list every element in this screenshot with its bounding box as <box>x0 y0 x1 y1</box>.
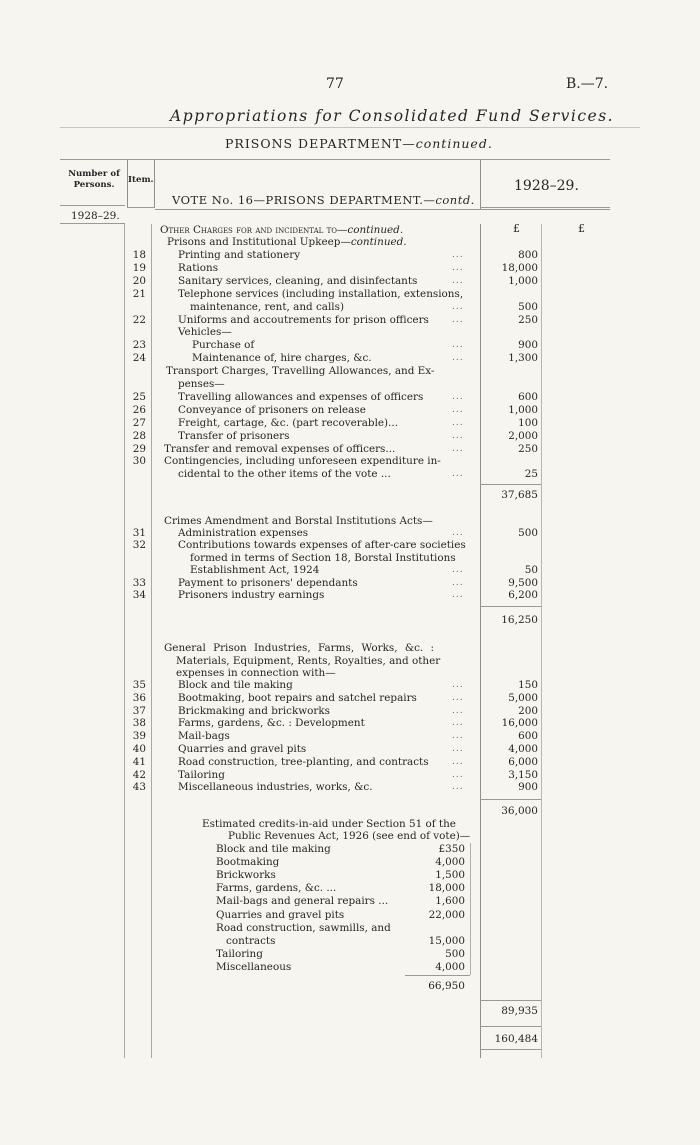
section2-heading: Crimes Amendment and Borstal Institutions Acts— <box>164 515 433 527</box>
item-number: 31 <box>132 527 146 539</box>
credit-label: contracts <box>226 934 276 947</box>
section3-heading-line: expenses in connection with— <box>176 667 336 679</box>
item-number: 23 <box>132 339 146 352</box>
leader-dots: ... <box>452 469 464 480</box>
item-amount: 3,150 <box>508 768 538 781</box>
section3-total: 36,000 <box>501 805 538 817</box>
table-row <box>0 717 700 730</box>
item-amount: 150 <box>518 679 538 691</box>
item-number: 32 <box>132 539 146 552</box>
item-number: 26 <box>132 403 146 416</box>
currency-symbol-1: £ <box>513 222 520 235</box>
item-description: Conveyance of prisoners on release <box>178 403 366 416</box>
leader-dots: ... <box>452 528 464 538</box>
item-description: Prisoners industry earnings <box>178 589 325 601</box>
item-description: Purchase of <box>192 339 255 352</box>
credit-value: 1,500 <box>435 869 465 882</box>
item-number: 41 <box>132 755 146 768</box>
item-description: Travelling allowances and expenses of officers <box>178 390 424 403</box>
department-continued: continued. <box>415 136 493 151</box>
item-amount: 50 <box>524 564 538 577</box>
item-number: 20 <box>132 274 146 287</box>
page-number: 77 <box>326 76 344 92</box>
leader-dots: ... <box>452 391 464 402</box>
item-description: Rations <box>178 261 219 274</box>
item-amount: 18,000 <box>501 261 538 274</box>
item-description: Contributions towards expenses of after-care societies <box>178 539 466 552</box>
item-number: 39 <box>132 730 146 743</box>
currency-symbol-2: £ <box>578 222 585 235</box>
table-row <box>0 552 700 565</box>
item-amount: 1,000 <box>508 274 538 287</box>
credit-value: 500 <box>445 947 465 960</box>
section1-heading-cont: continued. <box>347 224 404 236</box>
grand-total: 160,484 <box>494 1033 538 1045</box>
table-row <box>0 705 700 718</box>
item-description: Transport Charges, Travelling Allowances, and Ex- <box>166 365 435 378</box>
item-description: Tailoring <box>178 768 225 781</box>
leader-dots: ... <box>452 769 464 780</box>
table-row <box>0 730 700 743</box>
leader-dots: ... <box>452 744 464 754</box>
section1-total: 37,685 <box>501 489 538 501</box>
credit-label: Mail-bags and general repairs ... <box>216 895 389 908</box>
table-row <box>0 455 700 468</box>
item-amount: 100 <box>518 416 538 429</box>
credit-row <box>0 909 700 922</box>
section1-heading-main: Other Charges for and incidental to— <box>160 224 348 236</box>
subtotal: 89,935 <box>501 1005 538 1017</box>
credit-label: Road construction, sawmills, and <box>216 921 391 934</box>
item-description: formed in terms of Section 18, Borstal Institutions <box>190 551 456 564</box>
item-description: Brickmaking and brickworks <box>178 704 330 717</box>
table-row <box>0 756 700 769</box>
leader-dots: ... <box>452 275 464 286</box>
table-row <box>0 743 700 756</box>
item-description: Uniforms and accoutrements for prison officers <box>178 313 429 326</box>
credit-row <box>0 856 700 869</box>
leader-dots: ... <box>452 680 464 690</box>
item-amount: 5,000 <box>508 691 538 704</box>
item-number: 35 <box>132 679 146 691</box>
item-amount: 800 <box>518 249 538 261</box>
credit-row <box>0 882 700 895</box>
leader-dots: ... <box>452 565 464 576</box>
table-row <box>0 527 700 540</box>
item-amount: 6,000 <box>508 755 538 768</box>
item-number: 37 <box>132 704 146 717</box>
table-row <box>0 564 700 577</box>
leader-dots: ... <box>452 731 464 742</box>
item-number: 25 <box>132 390 146 403</box>
table-row <box>0 288 700 301</box>
table-row <box>0 352 700 365</box>
leader-dots: ... <box>452 430 464 441</box>
credit-label: Quarries and gravel pits <box>216 908 345 921</box>
credit-label: Farms, gardens, &c. ... <box>216 882 337 895</box>
page-title: Appropriations for Consolidated Fund Services. <box>170 107 615 125</box>
page-reference: B.—7. <box>566 76 609 92</box>
department-heading <box>225 136 493 151</box>
credit-row <box>0 935 700 948</box>
table-row <box>0 769 700 782</box>
item-number: 38 <box>132 717 146 730</box>
item-number: 30 <box>132 455 146 468</box>
table-row <box>0 339 700 352</box>
item-amount: 25 <box>524 468 538 481</box>
leader-dots: ... <box>452 692 464 703</box>
section2-total: 16,250 <box>501 614 538 626</box>
leader-dots: ... <box>452 340 464 351</box>
leader-dots: ... <box>452 301 464 312</box>
leader-dots: ... <box>452 590 464 600</box>
credit-value: 15,000 <box>428 934 465 947</box>
department-name: PRISONS DEPARTMENT— <box>225 136 416 151</box>
item-description: Printing and stationery <box>178 249 301 261</box>
credit-label: Block and tile making <box>216 843 331 855</box>
item-number: 19 <box>132 261 146 274</box>
leader-dots: ... <box>452 705 464 716</box>
item-amount: 500 <box>518 300 538 313</box>
item-amount: 600 <box>518 730 538 743</box>
item-description: Payment to prisoners' dependants <box>178 576 358 589</box>
leader-dots: ... <box>452 353 464 364</box>
section1-subheading-main: Prisons and Institutional Upkeep— <box>167 236 351 248</box>
section1-subheading-cont: continued. <box>350 236 407 248</box>
table-row <box>0 378 700 391</box>
item-description: Transfer of prisoners <box>178 429 290 442</box>
leader-dots: ... <box>452 782 464 793</box>
credits-total: 66,950 <box>428 980 465 992</box>
credit-row <box>0 843 700 856</box>
table-row <box>0 326 700 339</box>
table-row <box>0 301 700 314</box>
item-amount: 200 <box>518 704 538 717</box>
table-row <box>0 391 700 404</box>
item-description: Miscellaneous industries, works, &c. <box>178 781 373 794</box>
item-amount: 1,000 <box>508 403 538 416</box>
table-row <box>0 314 700 327</box>
credit-row <box>0 948 700 961</box>
item-description: maintenance, rent, and calls) <box>190 300 345 313</box>
item-amount: 4,000 <box>508 743 538 755</box>
item-number: 22 <box>132 313 146 326</box>
item-amount: 9,500 <box>508 576 538 589</box>
table-row <box>0 404 700 417</box>
table-row <box>0 417 700 430</box>
item-description: Freight, cartage, &c. (part recoverable)... <box>178 416 399 429</box>
item-amount: 600 <box>518 390 538 403</box>
item-amount: 500 <box>518 527 538 539</box>
item-description: Administration expenses <box>178 527 309 539</box>
section3-heading-line: Materials, Equipment, Rents, Royalties, and other <box>176 654 441 667</box>
credits-heading-2: Public Revenues Act, 1926 (see end of vote)— <box>228 830 471 842</box>
section1-subheading <box>167 236 407 248</box>
item-description: Quarries and gravel pits <box>178 743 307 755</box>
table-row <box>0 679 700 692</box>
table-row <box>0 589 700 602</box>
credit-row <box>0 869 700 882</box>
item-number: 28 <box>132 429 146 442</box>
table-row <box>0 275 700 288</box>
credit-row <box>0 961 700 974</box>
item-number: 27 <box>132 416 146 429</box>
item-amount: 900 <box>518 339 538 352</box>
item-number: 40 <box>132 743 146 755</box>
item-description: cidental to the other items of the vote ... <box>178 468 391 481</box>
item-amount: 900 <box>518 781 538 794</box>
item-amount: 2,000 <box>508 429 538 442</box>
year-column-header: 1928–29. <box>514 178 579 194</box>
leader-dots: ... <box>452 404 464 415</box>
year-left-label: 1928–29. <box>71 210 120 222</box>
item-description: Block and tile making <box>178 679 293 691</box>
item-amount: 1,300 <box>508 352 538 365</box>
item-description: Road construction, tree-planting, and contracts <box>178 755 429 768</box>
table-row <box>0 430 700 443</box>
leader-dots: ... <box>452 756 464 767</box>
credit-row <box>0 895 700 908</box>
credit-label: Bootmaking <box>216 856 280 869</box>
credit-label: Brickworks <box>216 869 276 882</box>
item-header: Item. <box>128 175 154 185</box>
item-description: Mail-bags <box>178 730 230 743</box>
item-number: 36 <box>132 691 146 704</box>
item-amount: 6,200 <box>508 589 538 601</box>
credit-label: Miscellaneous <box>216 960 292 973</box>
credit-value: 1,600 <box>435 895 465 908</box>
credit-value: 4,000 <box>435 856 465 869</box>
credit-value: 18,000 <box>428 882 465 895</box>
item-description: Maintenance of, hire charges, &c. <box>192 352 372 365</box>
vote-title <box>172 193 475 207</box>
table-row <box>0 249 700 262</box>
item-description: Contingencies, including unforeseen expenditure in- <box>164 455 441 468</box>
table-row <box>0 468 700 481</box>
section1-heading <box>160 224 403 236</box>
credit-value: £350 <box>438 843 465 855</box>
item-description: Transfer and removal expenses of officers... <box>164 442 396 455</box>
table-row <box>0 262 700 275</box>
item-description: Bootmaking, boot repairs and satchel repairs <box>178 691 417 704</box>
credit-label: Tailoring <box>216 947 263 960</box>
table-row <box>0 443 700 456</box>
leader-dots: ... <box>452 577 464 588</box>
credit-row <box>0 922 700 935</box>
table-row <box>0 577 700 590</box>
item-number: 24 <box>132 352 146 365</box>
leader-dots: ... <box>452 718 464 729</box>
table-row <box>0 539 700 552</box>
section3-heading-line: General Prison Industries, Farms, Works, &c. : <box>164 642 435 654</box>
vote-title-contd: contd. <box>435 193 475 207</box>
table-row <box>0 781 700 794</box>
item-number: 42 <box>132 768 146 781</box>
credit-value: 4,000 <box>435 960 465 973</box>
item-description: Establishment Act, 1924 <box>190 564 320 577</box>
item-amount: 16,000 <box>501 717 538 730</box>
item-number: 33 <box>132 576 146 589</box>
item-number: 29 <box>132 442 146 455</box>
table-row <box>0 692 700 705</box>
table-row <box>0 365 700 378</box>
item-number: 34 <box>132 589 146 601</box>
leader-dots: ... <box>452 262 464 273</box>
item-number: 21 <box>132 287 146 300</box>
vote-title-main: VOTE No. 16—PRISONS DEPARTMENT.— <box>172 193 436 207</box>
item-description: Sanitary services, cleaning, and disinfectants <box>178 274 418 287</box>
item-number: 18 <box>132 249 146 261</box>
item-description: Telephone services (including installation, extensions, <box>178 287 464 300</box>
leader-dots: ... <box>452 443 464 454</box>
item-description: penses— <box>178 378 225 390</box>
item-description: Farms, gardens, &c. : Development <box>178 717 365 730</box>
leader-dots: ... <box>452 314 464 325</box>
leader-dots: ... <box>452 417 464 428</box>
item-number: 43 <box>132 781 146 794</box>
item-amount: 250 <box>518 313 538 326</box>
number-of-persons-header: Number of Persons. <box>68 169 120 190</box>
item-description: Vehicles— <box>178 326 232 339</box>
credit-value: 22,000 <box>428 908 465 921</box>
item-amount: 250 <box>518 442 538 455</box>
leader-dots: ... <box>452 250 464 260</box>
credits-heading-1: Estimated credits-in-aid under Section 51 of the <box>202 818 456 830</box>
